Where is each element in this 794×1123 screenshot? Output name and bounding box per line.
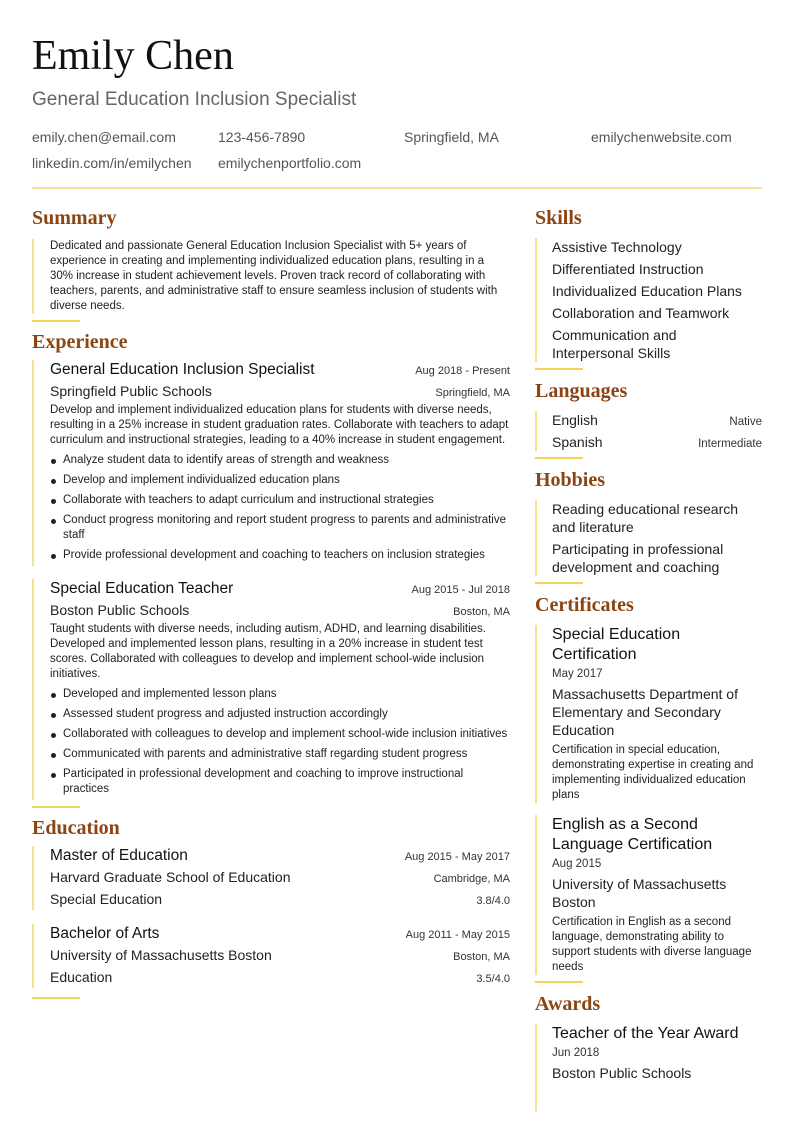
certificates-section <box>535 593 762 983</box>
section-divider <box>535 368 583 370</box>
summary-section <box>32 206 510 322</box>
job-title: Special Education Teacher <box>50 580 234 597</box>
hobbies-section <box>535 468 762 584</box>
job-entry <box>32 579 510 800</box>
school-location: Cambridge, MA <box>433 873 510 885</box>
hobby-item: Reading educational research and literature <box>552 501 739 535</box>
certificates-heading: Certificates <box>535 594 634 616</box>
job-bullet: Assessed student progress and adjusted instruction accordingly <box>50 707 510 722</box>
job-bullets <box>50 687 510 797</box>
left-column <box>32 206 510 999</box>
education-date: Aug 2015 - May 2017 <box>404 851 510 863</box>
awards-heading: Awards <box>535 993 601 1015</box>
job-bullets <box>50 453 510 563</box>
awards-section <box>535 992 762 1112</box>
job-location: Boston, MA <box>453 606 510 618</box>
languages-section <box>535 379 762 459</box>
degree-title: Bachelor of Arts <box>50 925 160 942</box>
candidate-name: Emily Chen <box>32 33 234 79</box>
job-date: Aug 2018 - Present <box>415 365 510 377</box>
section-divider <box>535 582 583 584</box>
field-of-study: Special Education <box>50 891 163 907</box>
degree-title: Master of Education <box>50 847 188 864</box>
certificate-issuer: Massachusetts Department of Elementary and Secondary Education <box>552 686 738 738</box>
phone-number: 123-456-7890 <box>218 129 306 145</box>
job-location: Springfield, MA <box>435 387 510 399</box>
right-column <box>535 206 762 1112</box>
education-entry <box>32 924 510 988</box>
linkedin-link[interactable]: linkedin.com/in/emilychen <box>32 155 192 171</box>
job-date: Aug 2015 - Jul 2018 <box>411 584 510 596</box>
section-divider <box>32 806 80 808</box>
skill-item: Communication and Interpersonal Skills <box>552 327 677 361</box>
school-name: University of Massachusetts Boston <box>50 947 272 963</box>
job-bullet: Participated in professional development and coaching to improve instructional practices <box>50 767 510 797</box>
certificate-description: Certification in special education, demonstrating expertise in creating and implementing individualized education plans <box>552 744 754 801</box>
gpa: 3.5/4.0 <box>476 973 510 985</box>
summary-heading: Summary <box>32 207 117 229</box>
language-level: Native <box>729 416 762 428</box>
job-bullet: Communicated with parents and administrative staff regarding student progress <box>50 747 510 762</box>
website-link[interactable]: emilychenwebsite.com <box>591 129 732 145</box>
job-bullet: Collaborated with colleagues to develop and implement school-wide inclusion initiatives <box>50 727 510 742</box>
job-bullet: Developed and implemented lesson plans <box>50 687 510 702</box>
certificate-title: Special Education Certification <box>552 626 681 663</box>
job-entry <box>32 360 510 566</box>
job-organization: Boston Public Schools <box>50 602 190 618</box>
school-name: Harvard Graduate School of Education <box>50 869 291 885</box>
summary-block <box>32 239 510 314</box>
languages-heading: Languages <box>535 380 628 402</box>
award-issuer: Boston Public Schools <box>552 1065 692 1081</box>
skills-list <box>535 238 762 362</box>
languages-list <box>535 411 762 451</box>
job-description: Taught students with diverse needs, including autism, ADHD, and learning disabilities. Developed and implemented lesson plans, resulting in a 20% increase in student test scores. Collaborated with colleagues to develop and implement school-wide inclusion initiatives. <box>50 623 486 680</box>
language-level: Intermediate <box>698 438 762 450</box>
certificate-date: May 2017 <box>552 668 603 680</box>
language-name: Spanish <box>552 434 603 450</box>
education-heading: Education <box>32 817 120 839</box>
job-bullet: Collaborate with teachers to adapt curriculum and instructional strategies <box>50 493 510 508</box>
location-text: Springfield, MA <box>404 129 499 145</box>
job-bullet: Provide professional development and coaching to teachers on inclusion strategies <box>50 548 510 563</box>
experience-heading: Experience <box>32 331 128 353</box>
skill-item: Individualized Education Plans <box>552 283 742 299</box>
hobby-item: Participating in professional development and coaching <box>552 541 724 575</box>
skill-item: Collaboration and Teamwork <box>552 305 730 321</box>
section-divider <box>32 997 80 999</box>
gpa: 3.8/4.0 <box>476 895 510 907</box>
job-organization: Springfield Public Schools <box>50 383 212 399</box>
school-location: Boston, MA <box>453 951 510 963</box>
language-name: English <box>552 412 598 428</box>
certificate-description: Certification in English as a second language, demonstrating ability to support students with diverse language needs <box>552 916 752 973</box>
job-bullet: Develop and implement individualized education plans <box>50 473 510 488</box>
award-entry <box>535 1024 762 1112</box>
skill-item: Differentiated Instruction <box>552 261 704 277</box>
job-bullet: Conduct progress monitoring and report student progress to parents and administrative staff <box>50 513 510 543</box>
candidate-role: General Education Inclusion Specialist <box>32 89 357 110</box>
certificate-issuer: University of Massachusetts Boston <box>552 876 727 910</box>
award-date: Jun 2018 <box>552 1047 600 1059</box>
skills-section <box>535 206 762 370</box>
portfolio-link[interactable]: emilychenportfolio.com <box>218 155 362 171</box>
field-of-study: Education <box>50 969 113 985</box>
education-section <box>32 816 510 999</box>
hobbies-heading: Hobbies <box>535 469 606 491</box>
skill-item: Assistive Technology <box>552 239 682 255</box>
education-entry <box>32 846 510 910</box>
summary-text: Dedicated and passionate General Education Inclusion Specialist with 5+ years of experience in creating and implementing individualized education plans, resulting in a 30% increase in student achievement levels. Proven track record of collaborating with teachers, parents, and administrative staff to ensure seamless inclusion of students with diverse needs. <box>50 240 498 312</box>
education-date: Aug 2011 - May 2015 <box>405 929 510 941</box>
hobbies-list <box>535 500 762 576</box>
email-link[interactable]: emily.chen@email.com <box>32 129 176 145</box>
job-title: General Education Inclusion Specialist <box>50 361 315 378</box>
section-divider <box>32 320 80 322</box>
section-divider <box>535 981 583 983</box>
award-title: Teacher of the Year Award <box>552 1025 739 1042</box>
certificate-title: English as a Second Language Certification <box>552 816 713 853</box>
job-bullet: Analyze student data to identify areas of strength and weakness <box>50 453 510 468</box>
header-divider <box>32 187 762 189</box>
skills-heading: Skills <box>535 207 582 229</box>
section-divider <box>535 457 583 459</box>
job-description: Develop and implement individualized education plans for students with diverse needs, resulting in a 25% increase in student graduation rates. Collaborate with teachers to adapt curriculum and instructional strategies, leading to a 40% increase in student engagement. <box>50 404 509 446</box>
experience-section <box>32 330 510 808</box>
certificate-date: Aug 2015 <box>552 858 602 870</box>
certificate-entry <box>535 625 762 803</box>
certificate-entry <box>535 815 762 975</box>
